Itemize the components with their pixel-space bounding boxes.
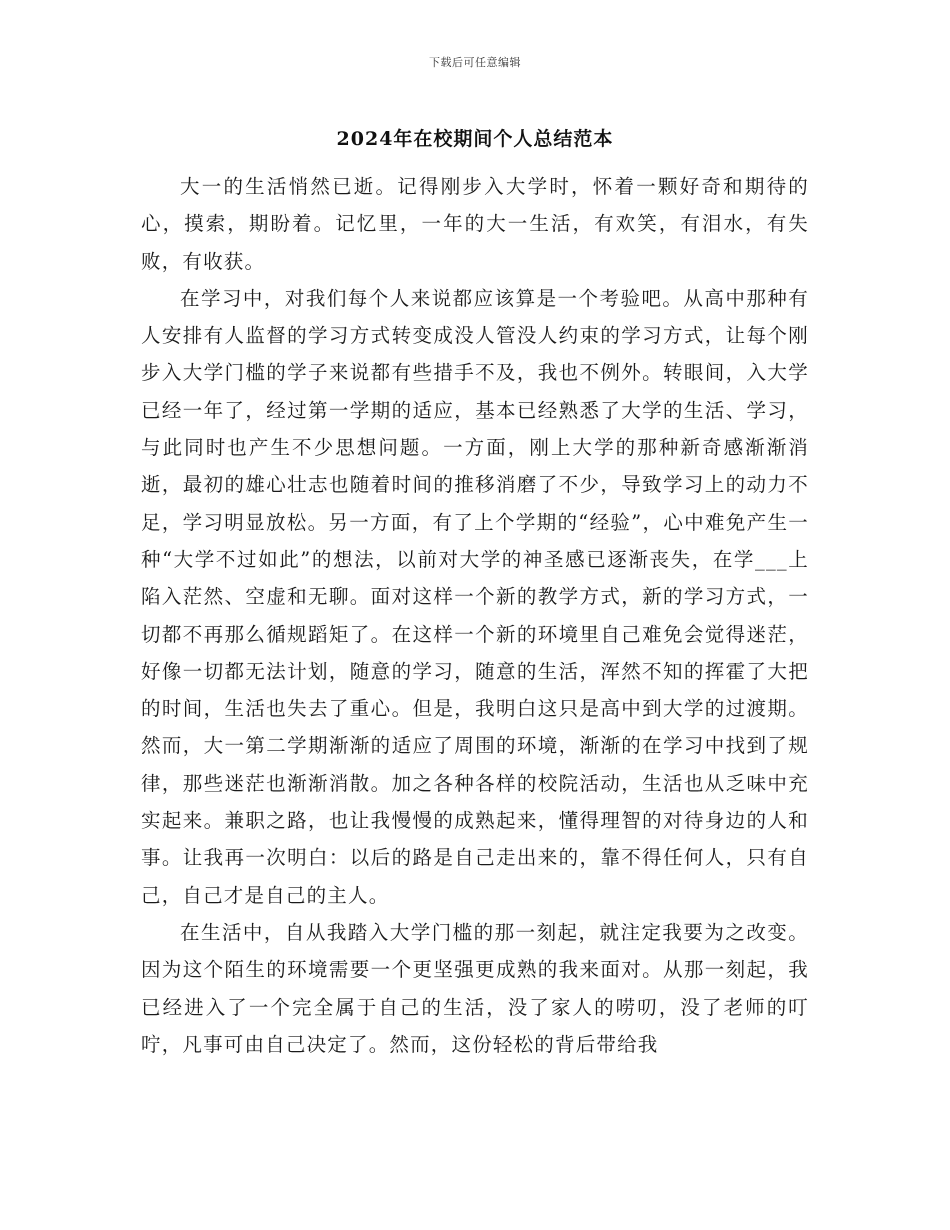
paragraph-life: 在生活中，自从我踏入大学门槛的那一刻起，就注定我要为之改变。因为这个陌生的环境需要一个更坚强更成熟的我来面对。从那一刻起，我已经进入了一个完全属于自己的生活，没了家人的唠叨，没了老师的叮咛，凡事可由自己决定了。然而，这份轻松的背后带给我 [141, 920, 809, 1056]
paragraph-intro: 大一的生活悄然已逝。记得刚步入大学时，怀着一颗好奇和期待的心，摸索，期盼着。记忆里，一年的大一生活，有欢笑，有泪水，有失败，有收获。 [141, 175, 809, 273]
document-title: 2024年在校期间个人总结范本 [336, 128, 614, 150]
document-body [141, 168, 809, 1063]
header-note: 下载后可任意编辑 [429, 56, 521, 69]
paragraph-study: 在学习中，对我们每个人来说都应该算是一个考验吧。从高中那种有人安排有人监督的学习方式转变成没人管没人约束的学习方式，让每个刚步入大学门槛的学子来说都有些措手不及，我也不例外。转眼间，入大学已经一年了，经过第一学期的适应，基本已经熟悉了大学的生活、学习，与此同时也产生不少思想问题。一方面，刚上大学的那种新奇感渐渐消逝，最初的雄心壮志也随着时间的推移消磨了不少，导致学习上的动力不足，学习明显放松。另一方面，有了上个学期的“经验”，心中难免产生一种“大学不过如此”的想法，以前对大学的神圣感已逐渐丧失，在学___上陷入茫然、空虚和无聊。面对这样一个新的教学方式，新的学习方式，一切都不再那么循规蹈矩了。在这样一个新的环境里自己难免会觉得迷茫，好像一切都无法计划，随意的学习，随意的生活，浑然不知的挥霍了大把的时间，生活也失去了重心。但是，我明白这只是高中到大学的过渡期。然而，大一第二学期渐渐的适应了周围的环境，渐渐的在学习中找到了规律，那些迷茫也渐渐消散。加之各种各样的校院活动，生活也从乏味中充实起来。兼职之路，也让我慢慢的成熟起来，懂得理智的对待身边的人和事。让我再一次明白：以后的路是自己走出来的，靠不得任何人，只有自己，自己才是自己的主人。 [141, 286, 809, 907]
